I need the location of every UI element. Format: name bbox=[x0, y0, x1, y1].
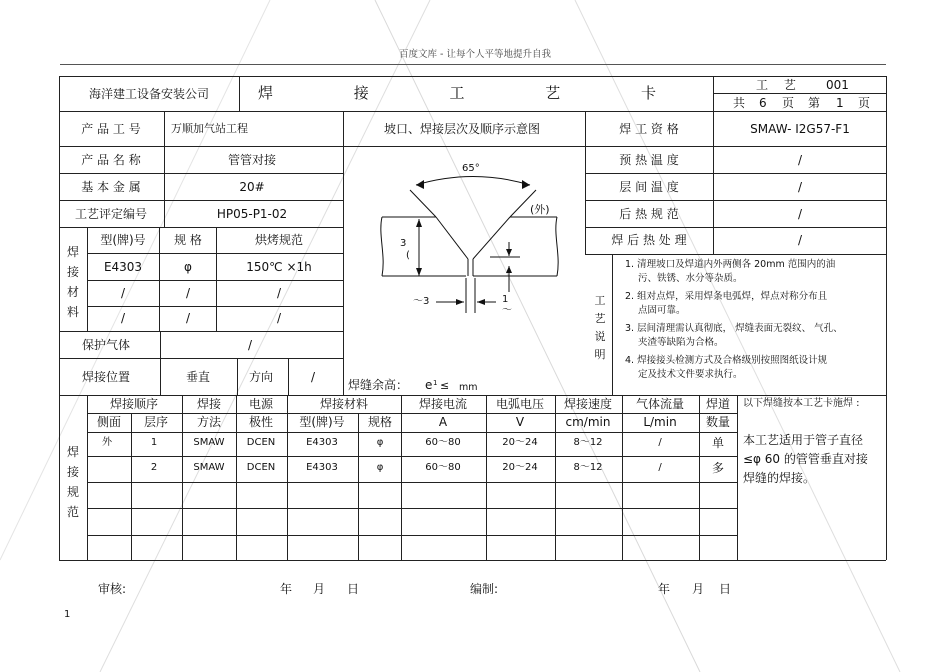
header-current-a: 焊接电流 bbox=[418, 397, 468, 411]
review-day: 日 bbox=[347, 582, 360, 596]
cell-layer: 1 bbox=[150, 437, 158, 448]
company-name: 海洋建工设备安装公司 bbox=[88, 87, 210, 101]
note-title: 以下焊缝按本工艺卡施焊 : bbox=[743, 398, 860, 409]
cell-layer: 2 bbox=[150, 462, 158, 473]
cell-type: E4303 bbox=[306, 437, 338, 448]
material-row-type: / bbox=[120, 286, 126, 300]
cell-side: 外 bbox=[102, 437, 112, 448]
cell-spec: φ bbox=[376, 437, 384, 448]
pwht-label: 焊 后 热 处 理 bbox=[611, 233, 687, 247]
review-month: 月 bbox=[313, 582, 326, 596]
diagram-title: 坡口、焊接层次及顺序示意图 bbox=[383, 122, 541, 136]
review-label: 审核: bbox=[98, 582, 127, 596]
cell-polarity: DCEN bbox=[246, 437, 276, 448]
header-speed-b: cm/min bbox=[565, 415, 611, 429]
cell-method: SMAW bbox=[193, 462, 225, 473]
header-polarity-b: 极性 bbox=[248, 415, 274, 429]
welding-position-value: 垂直 bbox=[185, 370, 211, 384]
outside-label: (外) bbox=[530, 203, 550, 216]
header-material-type: 型(牌)号 bbox=[299, 415, 345, 429]
card-title: 焊 接 工 艺 卡 bbox=[257, 84, 695, 102]
cell-speed: 8～12 bbox=[573, 437, 603, 448]
reinforcement-label: 焊缝余高： bbox=[348, 378, 409, 392]
pqr-label: 工艺评定编号 bbox=[74, 207, 148, 221]
page-number: 1 bbox=[836, 96, 844, 110]
header-material: 焊接材料 bbox=[319, 397, 369, 411]
review-year: 年 bbox=[280, 582, 293, 596]
cell-passes: 多 bbox=[711, 461, 725, 475]
header-material-spec: 规格 bbox=[367, 415, 393, 429]
preheat-label: 预 热 温 度 bbox=[619, 153, 679, 167]
cell-method: SMAW bbox=[193, 437, 225, 448]
cell-voltage: 20～24 bbox=[502, 437, 538, 448]
base-metal-value: 20# bbox=[239, 180, 265, 194]
cell-speed: 8～12 bbox=[573, 462, 603, 473]
tech-notes-label: 工 艺 说 明 bbox=[594, 294, 606, 361]
header-voltage-b: V bbox=[515, 415, 525, 429]
material-row-bake: / bbox=[276, 311, 282, 325]
welding-position-label: 焊接位置 bbox=[81, 370, 131, 384]
header-side: 侧面 bbox=[96, 415, 122, 429]
header-layer: 层序 bbox=[143, 415, 169, 429]
material-row-bake: 150℃ ×1h bbox=[246, 260, 312, 274]
editor-day: 日 bbox=[719, 582, 732, 596]
header-weld-order: 焊接顺序 bbox=[109, 397, 159, 411]
cell-current: 60～80 bbox=[425, 462, 461, 473]
postheat-label: 后 热 规 范 bbox=[619, 207, 679, 221]
gap-label: ～3 bbox=[413, 296, 430, 307]
reinforcement-subscript: 1 bbox=[433, 379, 438, 387]
product-name-label: 产 品 名 称 bbox=[81, 153, 141, 167]
root-face-label: 1 bbox=[502, 294, 509, 305]
tech-note-item: 4. 焊接接头检测方式及合格级别按照图纸设计规 定及技术文件要求执行。 bbox=[625, 355, 828, 380]
col-bake-header: 烘烤规范 bbox=[254, 233, 304, 247]
interpass-value: / bbox=[797, 180, 803, 194]
cell-voltage: 20～24 bbox=[502, 462, 538, 473]
header-passes-a: 焊道 bbox=[705, 397, 731, 411]
header-speed-a: 焊接速度 bbox=[563, 397, 613, 411]
header-method-a: 焊接 bbox=[196, 397, 222, 411]
material-row-bake: / bbox=[276, 286, 282, 300]
footer-page-number: 1 bbox=[64, 609, 71, 620]
cell-current: 60～80 bbox=[425, 437, 461, 448]
root-face-tilde: ～ bbox=[502, 305, 512, 316]
thickness-paren: ( bbox=[406, 250, 410, 261]
note-body: 本工艺适用于管子直径 ≤φ 60 的管管垂直对接 焊缝的焊接。 bbox=[743, 433, 868, 485]
pwht-value: / bbox=[797, 233, 803, 247]
groove-angle-label: 65° bbox=[462, 163, 480, 174]
tech-notes-list bbox=[625, 258, 883, 382]
process-number: 001 bbox=[826, 78, 849, 92]
pqr-value: HP05-P1-02 bbox=[216, 207, 288, 221]
editor-label: 编制: bbox=[470, 582, 499, 596]
header-gas-a: 气体流量 bbox=[635, 397, 685, 411]
materials-group-label: 焊 接 材 料 bbox=[66, 245, 79, 319]
reinforcement-unit: mm bbox=[459, 382, 478, 393]
product-no-label: 产 品 工 号 bbox=[81, 122, 141, 136]
header-method-b: 方法 bbox=[196, 415, 222, 429]
shield-gas-value: / bbox=[247, 338, 253, 352]
cell-polarity: DCEN bbox=[246, 462, 276, 473]
page-label-a: 第 bbox=[808, 96, 821, 110]
total-pages-label-b: 页 bbox=[782, 96, 795, 110]
cell-type: E4303 bbox=[306, 462, 338, 473]
tech-note-item: 2. 组对点焊，采用焊条电弧焊，焊点对称分布且 点固可靠。 bbox=[625, 291, 828, 316]
base-metal-label: 基 本 金 属 bbox=[81, 180, 141, 194]
cell-passes: 单 bbox=[711, 436, 725, 450]
product-name-value: 管管对接 bbox=[227, 153, 277, 167]
shield-gas-label: 保护气体 bbox=[81, 338, 131, 352]
process-label: 工 艺 bbox=[756, 78, 802, 92]
thickness-label: 3 bbox=[400, 238, 407, 249]
material-row-spec: / bbox=[185, 286, 191, 300]
tech-note-item: 3. 层间清理需认真彻底， 焊缝表面无裂纹、 气孔、 夹渣等缺陷为合格。 bbox=[625, 323, 843, 348]
header-voltage-a: 电弧电压 bbox=[495, 397, 545, 411]
cell-gas: / bbox=[658, 437, 662, 448]
wps-value: SMAW- I2G57-F1 bbox=[750, 122, 850, 136]
reinforcement-le: ≤ bbox=[440, 379, 450, 392]
postheat-value: / bbox=[797, 207, 803, 221]
col-type-header: 型(牌)号 bbox=[100, 233, 146, 247]
header-current-b: A bbox=[438, 415, 448, 429]
product-no-value: 万顺加气站工程 bbox=[171, 122, 248, 135]
material-row-type: / bbox=[120, 311, 126, 325]
material-row-spec: φ bbox=[184, 260, 192, 274]
material-row-type: E4303 bbox=[103, 260, 143, 274]
cell-spec: φ bbox=[376, 462, 384, 473]
editor-month: 月 bbox=[692, 582, 705, 596]
total-pages: 6 bbox=[759, 96, 767, 110]
params-group-label: 焊 接 规 范 bbox=[66, 445, 79, 519]
header-gas-b: L/min bbox=[643, 415, 677, 429]
direction-label: 方向 bbox=[248, 370, 274, 384]
material-row-spec: / bbox=[185, 311, 191, 325]
header-passes-b: 数量 bbox=[705, 415, 731, 429]
header-polarity-a: 电源 bbox=[248, 397, 274, 411]
wps-label: 焊 工 资 格 bbox=[619, 122, 679, 136]
preheat-value: / bbox=[797, 153, 803, 167]
interpass-label: 层 间 温 度 bbox=[619, 180, 679, 194]
direction-value: / bbox=[310, 370, 316, 384]
header-banner: 百度文库 - 让每个人平等地提升自我 bbox=[399, 49, 551, 60]
tech-note-item: 1. 清理坡口及焊道内外两侧各 20mm 范围内的油 污、铁锈、水分等杂质。 bbox=[625, 259, 836, 284]
col-spec-header: 规 格 bbox=[174, 233, 202, 247]
editor-year: 年 bbox=[658, 582, 671, 596]
cell-gas: / bbox=[658, 462, 662, 473]
total-pages-label-a: 共 bbox=[733, 96, 746, 110]
reinforcement-symbol: e bbox=[425, 378, 433, 392]
page-label-b: 页 bbox=[858, 96, 871, 110]
